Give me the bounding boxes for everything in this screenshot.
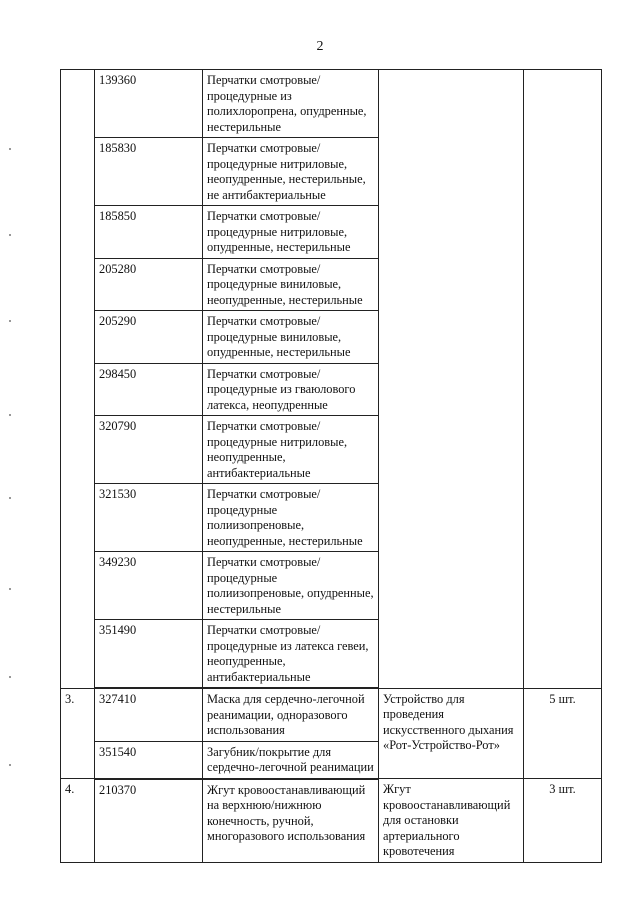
item-name: Перчатки смотровые/ процедурные из латекса гевеи, неопудренные, антибактериальные: [203, 620, 379, 689]
item-code: 185830: [95, 138, 203, 206]
item-code: 210370: [95, 779, 203, 863]
item-code: 298450: [95, 363, 203, 416]
item-name: Перчатки смотровые/ процедурные из гваюлового латекса, неопудренные: [203, 363, 379, 416]
item-name: Перчатки смотровые/ процедурные полиизопреновые, опудренные, нестерильные: [203, 552, 379, 620]
item-name: Маска для сердечно-легочной реанимации, одноразового использования: [203, 688, 379, 741]
device-cell: [379, 70, 524, 689]
item-code: 185850: [95, 206, 203, 259]
item-name: Перчатки смотровые/ процедурные нитриловые, неопудренные, нестерильные, не антибактериальные: [203, 138, 379, 206]
item-name: Перчатки смотровые/ процедурные виниловые, опудренные, нестерильные: [203, 311, 379, 364]
table-row: [61, 70, 602, 138]
page-number: 2: [316, 39, 324, 54]
item-code: 349230: [95, 552, 203, 620]
item-code: 351490: [95, 620, 203, 689]
item-number: 3.: [61, 688, 95, 779]
scan-artifact: [9, 676, 11, 678]
item-code: 139360: [95, 70, 203, 138]
scan-artifact: [9, 320, 11, 322]
scan-artifact: [9, 588, 11, 590]
quantity: 3 шт.: [524, 779, 602, 863]
quantity-cell: [524, 70, 602, 689]
item-name: Жгут кровоостанавливающий на верхнюю/нижнюю конечность, ручной, многоразового использования: [203, 779, 379, 863]
scan-artifact: [9, 497, 11, 499]
item-code: 327410: [95, 688, 203, 741]
item-name: Перчатки смотровые/ процедурные из полихлоропрена, опудренные, нестерильные: [203, 70, 379, 138]
item-number: 4.: [61, 779, 95, 863]
scan-artifact: [9, 234, 11, 236]
scan-artifact: [9, 764, 11, 766]
table-row: [61, 779, 602, 863]
scan-artifact: [9, 414, 11, 416]
item-name: Перчатки смотровые/ процедурные виниловые, неопудренные, нестерильные: [203, 258, 379, 311]
equipment-table: [60, 69, 602, 863]
item-name: Перчатки смотровые/ процедурные нитриловые, неопудренные, антибактериальные: [203, 416, 379, 484]
item-name: Перчатки смотровые/ процедурные полиизопреновые, неопудренные, нестерильные: [203, 484, 379, 552]
quantity: 5 шт.: [524, 688, 602, 779]
device-name: Устройство для проведения искусственного дыхания «Рот-Устройство-Рот»: [379, 688, 524, 779]
item-number: [61, 70, 95, 689]
item-code: 351540: [95, 741, 203, 779]
item-name: Перчатки смотровые/ процедурные нитриловые, опудренные, нестерильные: [203, 206, 379, 259]
scan-artifact: [9, 148, 11, 150]
item-code: 320790: [95, 416, 203, 484]
item-code: 321530: [95, 484, 203, 552]
item-code: 205290: [95, 311, 203, 364]
item-code: 205280: [95, 258, 203, 311]
device-name: Жгут кровоостанавливающий для остановки артериального кровотечения: [379, 779, 524, 863]
item-name: Загубник/покрытие для сердечно-легочной реанимации: [203, 741, 379, 779]
table-row: [61, 688, 602, 741]
